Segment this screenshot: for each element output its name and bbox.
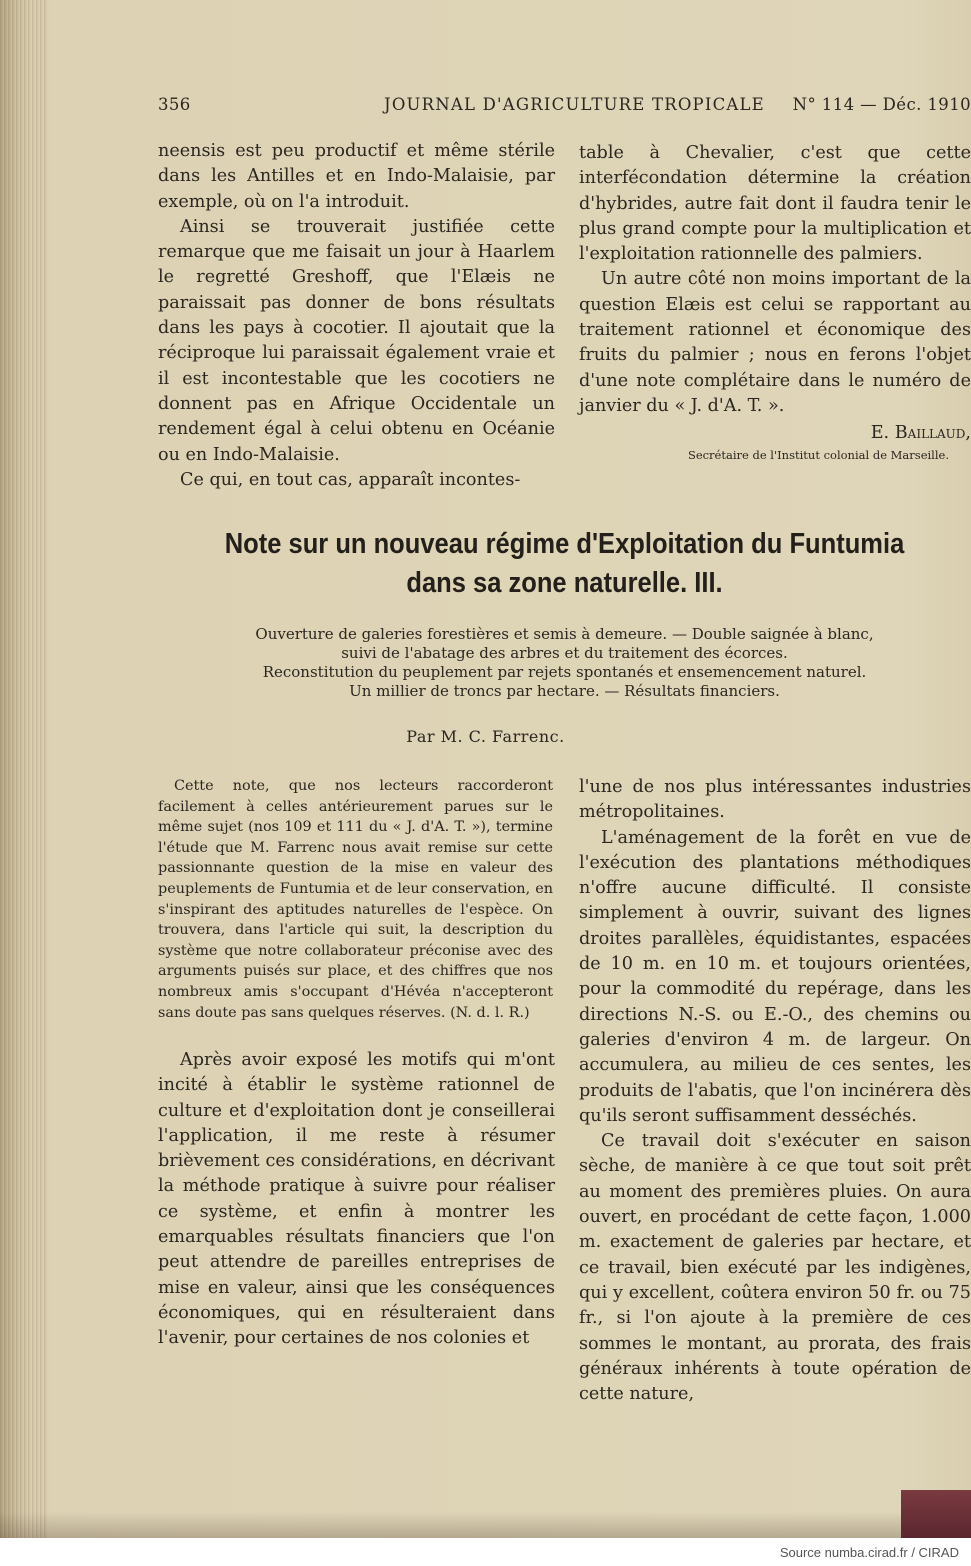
subtitle-line: Un millier de troncs par hectare. — Résultats financiers. [349,682,780,700]
editor-note [158,776,553,1023]
paragraph: Ce travail doit s'exécuter en saison sèche, de manière à ce que tout soit prêt au moment des premières pluies. On aura ouvert, en procédant de cette façon, 1.000 m. exactement de galeries par hectare, et ce travail, bien exécuté par les indigènes, qui y excellent, coûtera environ 50 fr. ou 75 fr., si l'on ajoute à la première de ces sommes le montant, au prorata, des frais généraux inhérents à toute opération de cette nature, [579,1131,971,1405]
subtitle-line: suivi de l'abatage des arbres et du traitement des écorces. [341,644,788,662]
paragraph: Après avoir exposé les motifs qui m'ont incité à établir le système rationnel de culture et d'exploitation dont je conseillerai l'application, il me reste à résumer brièvement ces considérations, en décrivant la méthode pratique à suivre pour réaliser ce système, et enfin à montrer les emarquables résultats financiers que l'on peut attendre de pareilles entreprises de mise en valeur, ainsi que les conséquences économiques, qui en résulteraient dans l'avenir, pour certaines de nos colonies et [158,1050,555,1349]
author-affiliation: Secrétaire de l'Institut colonial de Marseille. [687,447,949,462]
cover-corner [901,1490,971,1538]
author-signature: E. Baillaud, [870,423,971,444]
page-binding [0,0,48,1538]
journal-title: JOURNAL D'AGRICULTURE TROPICALE [384,95,765,114]
article-author: Par M. C. Farrenc. [406,727,565,746]
paragraph: Un autre côté non moins important de la question Elæis est celui se rapportant au traitement rationnel et économique des fruits du palmier ; nous en ferons l'objet d'une note complétaire dans le numéro de janvier du « J. d'A. T. ». [579,269,971,416]
article-right-column [579,775,971,1407]
article-title-line: dans sa zone naturelle. III. [406,567,723,599]
paragraph: table à Chevalier, c'est que cette interfécondation détermine la création d'hybrides, autre fait dont il faudra tenir le plus grand compte pour la multiplication et l'exploitation rationnelle des palmiers. [579,143,971,265]
article-left-column [158,1048,555,1352]
issue-number: N° 114 — Déc. 1910 [792,95,971,114]
paragraph: Ainsi se trouverait justifiée cette remarque que me faisait un jour à Haarlem le regretté Greshoff, que l'Elæis ne paraissait pas donner de bons résultats dans les pays à cocotier. Il ajoutait que la réciproque lui paraissait également vraie et il est incontestable que les cocotiers ne donnent pas en Afrique Occidentale un rendement égal à celui obtenu en Océanie ou en Indo-Malaisie. [158,216,555,465]
previous-article-left-column [158,139,555,493]
subtitle-line: Ouverture de galeries forestières et semis à demeure. — Double saignée à blanc, [255,625,874,643]
paragraph: l'une de nos plus intéressantes industries métropolitaines. [579,777,971,823]
article-title [207,525,922,603]
running-head [158,95,971,119]
page-number: 356 [158,95,191,114]
paragraph: neensis est peu productif et même stérile dans les Antilles et en Indo-Malaisie, par exemple, où on l'a introduit. [158,141,555,212]
source-credit: Source numba.cirad.fr / CIRAD [779,1545,959,1560]
paragraph: L'aménagement de la forêt en vue de l'exécution des plantations méthodiques n'offre aucune difficulté. Il consiste simplement à ouvrir, suivant des lignes droites parallèles, équidistantes, espacées de 10 m. en 10 m. et toujours orientées, pour la commodité du repérage, dans les directions N.-S. ou E.-O., des chemins ou galeries d'environ 4 m. de largeur. On accumulera, au milieu de ces sentes, les produits de l'abatis, que l'on incinérera dès qu'ils seront suffisamment desséchés. [579,827,971,1126]
paragraph: Ce qui, en tout cas, apparaît incontes- [180,469,521,490]
editor-note-text: Cette note, que nos lecteurs raccorderont facilement à celles antérieurement parues sur le même sujet (nos 109 et 111 du « J. d'A. T. »), termine l'étude que M. Farrenc nous avait remise sur cette passionnante question de la mise en valeur des peuplements de Funtumia et de leur conservation, en s'inspirant des aptitudes naturelles de l'espèce. On trouvera, dans l'article qui suit, la description du système que notre collaborateur préconise avec des arguments puisés sur place, et des chiffres que nos nombreux amis s'occupant d'Hévéa n'accepteront sans doute pas sans quelques réserves. (N. d. l. R.) [158,778,553,1021]
article-subtitle [158,625,971,701]
article-title-line: Note sur un nouveau régime d'Exploitation du Funtumia [224,528,905,560]
previous-article-right-column [579,141,971,463]
page-bottom-shadow [0,1512,971,1538]
subtitle-line: Reconstitution du peuplement par rejets spontanés et ensemencement naturel. [262,663,867,681]
